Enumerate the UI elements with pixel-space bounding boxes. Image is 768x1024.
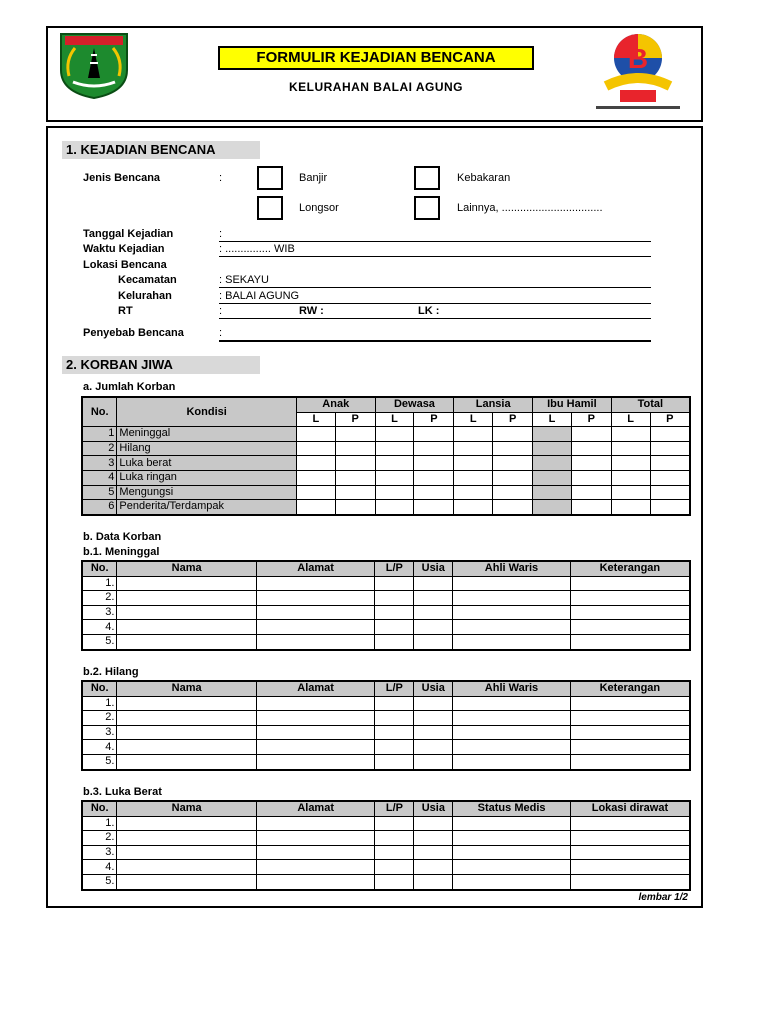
group-ibu-hamil: Ibu Hamil xyxy=(533,397,612,412)
group-total: Total xyxy=(611,397,690,412)
count-cell[interactable] xyxy=(533,456,572,471)
column-header: Status Medis xyxy=(453,801,571,816)
entry-cell[interactable] xyxy=(453,740,571,755)
entry-cell[interactable] xyxy=(117,605,256,620)
entry-cell[interactable] xyxy=(117,860,256,875)
count-cell[interactable] xyxy=(414,485,454,500)
column-header: Nama xyxy=(117,801,256,816)
column-header: Usia xyxy=(414,561,453,576)
count-cell[interactable] xyxy=(493,441,533,456)
row-number: 3. xyxy=(82,725,117,740)
entry-cell[interactable] xyxy=(570,831,690,846)
entry-cell[interactable] xyxy=(414,845,453,860)
data-korban-label: b. Data Korban xyxy=(83,531,162,543)
entry-cell[interactable] xyxy=(375,634,414,649)
rw-label: RW : xyxy=(299,305,324,317)
entry-cell[interactable] xyxy=(375,711,414,726)
entry-cell[interactable] xyxy=(570,620,690,635)
column-header: Nama xyxy=(117,561,256,576)
jenis-bencana-colon: : xyxy=(219,172,223,184)
column-header: L/P xyxy=(375,681,414,696)
subcol-p: P xyxy=(493,412,533,427)
entry-cell[interactable] xyxy=(256,634,375,649)
row-number: 2 xyxy=(82,441,117,456)
entry-cell[interactable] xyxy=(375,845,414,860)
entry-cell[interactable] xyxy=(570,845,690,860)
form-subtitle: KELURAHAN BALAI AGUNG xyxy=(288,80,464,94)
row-number: 2. xyxy=(82,831,117,846)
entry-cell[interactable] xyxy=(414,860,453,875)
entry-cell[interactable] xyxy=(256,605,375,620)
group-dewasa: Dewasa xyxy=(375,397,454,412)
section-2-heading: 2. KORBAN JIWA xyxy=(62,356,260,374)
entry-cell[interactable] xyxy=(375,754,414,769)
subcol-p: P xyxy=(335,412,375,427)
entry-cell[interactable] xyxy=(453,874,571,889)
page-indicator: lembar 1/2 xyxy=(638,892,688,903)
kecamatan-underline xyxy=(219,287,651,288)
row-number: 4. xyxy=(82,740,117,755)
entry-cell[interactable] xyxy=(570,725,690,740)
kecamatan-label: Kecamatan xyxy=(118,274,177,286)
subcol-p: P xyxy=(650,412,690,427)
table-row xyxy=(82,725,690,740)
entry-cell[interactable] xyxy=(414,576,453,591)
entry-cell[interactable] xyxy=(117,591,256,606)
count-cell[interactable] xyxy=(533,441,572,456)
meninggal-table xyxy=(81,560,691,651)
count-cell[interactable] xyxy=(650,470,690,485)
column-header: Lokasi dirawat xyxy=(570,801,690,816)
row-number: 1 xyxy=(82,427,117,442)
table-row xyxy=(82,500,690,515)
count-cell[interactable] xyxy=(454,470,493,485)
kelurahan-underline xyxy=(219,303,651,304)
entry-cell[interactable] xyxy=(375,591,414,606)
entry-cell[interactable] xyxy=(453,605,571,620)
count-cell[interactable] xyxy=(611,427,650,442)
count-cell[interactable] xyxy=(375,456,414,471)
entry-cell[interactable] xyxy=(570,740,690,755)
hilang-table xyxy=(81,680,691,771)
checkbox-longsor[interactable] xyxy=(257,196,283,220)
entry-cell[interactable] xyxy=(453,816,571,831)
lk-label: LK : xyxy=(418,305,440,317)
column-header: Alamat xyxy=(256,561,375,576)
table-row xyxy=(82,860,690,875)
column-header: Usia xyxy=(414,801,453,816)
entry-cell[interactable] xyxy=(570,874,690,889)
column-header: Keterangan xyxy=(570,561,690,576)
entry-cell[interactable] xyxy=(453,860,571,875)
row-kondisi: Penderita/Terdampak xyxy=(117,500,297,515)
subcol-l: L xyxy=(296,412,335,427)
entry-cell[interactable] xyxy=(117,845,256,860)
waktu-label: Waktu Kejadian xyxy=(83,243,165,255)
tanggal-underline xyxy=(219,241,651,242)
entry-cell[interactable] xyxy=(375,831,414,846)
count-cell[interactable] xyxy=(611,441,650,456)
entry-cell[interactable] xyxy=(117,725,256,740)
entry-cell[interactable] xyxy=(453,845,571,860)
option-lainnya-label: Lainnya, ................................. xyxy=(457,202,603,214)
entry-cell[interactable] xyxy=(375,860,414,875)
entry-cell[interactable] xyxy=(256,576,375,591)
table-row xyxy=(82,470,690,485)
table-row xyxy=(82,831,690,846)
entry-cell[interactable] xyxy=(453,591,571,606)
row-number: 4 xyxy=(82,470,117,485)
column-header: Usia xyxy=(414,681,453,696)
entry-cell[interactable] xyxy=(453,754,571,769)
table-row xyxy=(82,591,690,606)
group-anak: Anak xyxy=(296,397,375,412)
entry-cell[interactable] xyxy=(570,711,690,726)
count-cell[interactable] xyxy=(296,500,335,515)
table-row xyxy=(82,740,690,755)
count-cell[interactable] xyxy=(493,500,533,515)
entry-cell[interactable] xyxy=(414,874,453,889)
row-number: 2. xyxy=(82,591,117,606)
entry-cell[interactable] xyxy=(117,576,256,591)
count-cell[interactable] xyxy=(571,485,611,500)
table-row xyxy=(82,634,690,649)
entry-cell[interactable] xyxy=(375,620,414,635)
entry-cell[interactable] xyxy=(256,845,375,860)
count-cell[interactable] xyxy=(335,456,375,471)
lokasi-label: Lokasi Bencana xyxy=(83,259,167,271)
entry-cell[interactable] xyxy=(453,711,571,726)
column-header: Keterangan xyxy=(570,681,690,696)
row-number: 1. xyxy=(82,576,117,591)
entry-cell[interactable] xyxy=(117,754,256,769)
entry-cell[interactable] xyxy=(117,696,256,711)
count-cell[interactable] xyxy=(375,470,414,485)
entry-cell[interactable] xyxy=(453,634,571,649)
entry-cell[interactable] xyxy=(375,605,414,620)
waktu-field[interactable]: : ............... WIB xyxy=(219,243,295,255)
count-cell[interactable] xyxy=(493,485,533,500)
entry-cell[interactable] xyxy=(375,576,414,591)
subcol-l: L xyxy=(454,412,493,427)
kecamatan-field[interactable]: : SEKAYU xyxy=(219,274,269,286)
entry-cell[interactable] xyxy=(570,696,690,711)
entry-cell[interactable] xyxy=(570,754,690,769)
entry-cell[interactable] xyxy=(375,874,414,889)
entry-cell[interactable] xyxy=(256,591,375,606)
jumlah-korban-label: a. Jumlah Korban xyxy=(83,381,176,393)
row-number: 5. xyxy=(82,874,117,889)
entry-cell[interactable] xyxy=(414,816,453,831)
count-cell[interactable] xyxy=(296,441,335,456)
row-number: 3 xyxy=(82,456,117,471)
entry-cell[interactable] xyxy=(453,725,571,740)
jenis-bencana-label: Jenis Bencana xyxy=(83,172,161,184)
row-kondisi: Hilang xyxy=(117,441,297,456)
entry-cell[interactable] xyxy=(117,740,256,755)
penyebab-underline xyxy=(219,340,651,342)
count-cell[interactable] xyxy=(493,456,533,471)
count-cell[interactable] xyxy=(335,485,375,500)
entry-cell[interactable] xyxy=(256,740,375,755)
entry-cell[interactable] xyxy=(453,831,571,846)
rt-label: RT xyxy=(118,305,133,317)
count-cell[interactable] xyxy=(650,500,690,515)
entry-cell[interactable] xyxy=(375,816,414,831)
kelurahan-label: Kelurahan xyxy=(118,290,172,302)
row-kondisi: Luka ringan xyxy=(117,470,297,485)
table-row xyxy=(82,816,690,831)
count-cell[interactable] xyxy=(296,470,335,485)
count-cell[interactable] xyxy=(571,441,611,456)
count-cell[interactable] xyxy=(335,427,375,442)
entry-cell[interactable] xyxy=(117,831,256,846)
entry-cell[interactable] xyxy=(117,874,256,889)
count-cell[interactable] xyxy=(454,485,493,500)
entry-cell[interactable] xyxy=(570,591,690,606)
table-row xyxy=(82,845,690,860)
entry-cell[interactable] xyxy=(570,860,690,875)
entry-cell[interactable] xyxy=(256,874,375,889)
count-cell[interactable] xyxy=(414,500,454,515)
column-header: No. xyxy=(82,801,117,816)
checkbox-banjir[interactable] xyxy=(257,166,283,190)
tanggal-label: Tanggal Kejadian xyxy=(83,228,174,240)
rt-field[interactable]: : xyxy=(219,305,223,317)
column-header: Ahli Waris xyxy=(453,681,571,696)
row-number: 1. xyxy=(82,816,117,831)
entry-cell[interactable] xyxy=(117,634,256,649)
entry-cell[interactable] xyxy=(414,591,453,606)
count-cell[interactable] xyxy=(454,456,493,471)
table-row xyxy=(82,605,690,620)
count-cell[interactable] xyxy=(454,441,493,456)
count-cell[interactable] xyxy=(533,470,572,485)
section-1-heading: 1. KEJADIAN BENCANA xyxy=(62,141,260,159)
count-cell[interactable] xyxy=(533,427,572,442)
count-cell[interactable] xyxy=(335,441,375,456)
entry-cell[interactable] xyxy=(256,754,375,769)
row-number: 2. xyxy=(82,711,117,726)
count-cell[interactable] xyxy=(296,427,335,442)
row-kondisi: Meninggal xyxy=(117,427,297,442)
count-cell[interactable] xyxy=(414,456,454,471)
entry-cell[interactable] xyxy=(570,576,690,591)
rt-underline xyxy=(219,318,651,319)
count-cell[interactable] xyxy=(335,500,375,515)
penyebab-field[interactable]: : xyxy=(219,327,223,339)
waktu-underline xyxy=(219,256,651,257)
count-cell[interactable] xyxy=(650,427,690,442)
entry-cell[interactable] xyxy=(256,711,375,726)
entry-cell[interactable] xyxy=(375,740,414,755)
entry-cell[interactable] xyxy=(256,696,375,711)
subcol-p: P xyxy=(571,412,611,427)
count-cell[interactable] xyxy=(454,427,493,442)
row-number: 5 xyxy=(82,485,117,500)
entry-cell[interactable] xyxy=(414,696,453,711)
entry-cell[interactable] xyxy=(414,831,453,846)
count-cell[interactable] xyxy=(493,470,533,485)
table-row xyxy=(82,874,690,889)
count-cell[interactable] xyxy=(611,500,650,515)
entry-cell[interactable] xyxy=(570,605,690,620)
count-cell[interactable] xyxy=(611,470,650,485)
table-row xyxy=(82,427,690,442)
column-header: L/P xyxy=(375,561,414,576)
column-header: No. xyxy=(82,561,117,576)
table-row xyxy=(82,441,690,456)
row-number: 3. xyxy=(82,605,117,620)
luka-berat-table xyxy=(81,800,691,891)
count-cell[interactable] xyxy=(650,441,690,456)
checkbox-lainnya[interactable] xyxy=(414,196,440,220)
row-number: 6 xyxy=(82,500,117,515)
table-row xyxy=(82,696,690,711)
entry-cell[interactable] xyxy=(256,860,375,875)
column-header: Alamat xyxy=(256,801,375,816)
count-cell[interactable] xyxy=(375,427,414,442)
count-cell[interactable] xyxy=(611,456,650,471)
entry-cell[interactable] xyxy=(256,816,375,831)
row-number: 5. xyxy=(82,754,117,769)
count-cell[interactable] xyxy=(571,427,611,442)
count-cell[interactable] xyxy=(611,485,650,500)
row-kondisi: Luka berat xyxy=(117,456,297,471)
subcol-l: L xyxy=(375,412,414,427)
table-row xyxy=(82,456,690,471)
entry-cell[interactable] xyxy=(414,711,453,726)
count-cell[interactable] xyxy=(296,456,335,471)
col-kondisi: Kondisi xyxy=(117,397,297,427)
count-cell[interactable] xyxy=(650,456,690,471)
group-lansia: Lansia xyxy=(454,397,533,412)
entry-cell[interactable] xyxy=(570,816,690,831)
count-cell[interactable] xyxy=(571,470,611,485)
col-no: No. xyxy=(82,397,117,427)
entry-cell[interactable] xyxy=(117,711,256,726)
count-cell[interactable] xyxy=(454,500,493,515)
column-header: Ahli Waris xyxy=(453,561,571,576)
row-number: 1. xyxy=(82,696,117,711)
row-number: 4. xyxy=(82,860,117,875)
column-header: Nama xyxy=(117,681,256,696)
row-number: 5. xyxy=(82,634,117,649)
table-row xyxy=(82,754,690,769)
entry-cell[interactable] xyxy=(117,620,256,635)
row-number: 3. xyxy=(82,845,117,860)
count-cell[interactable] xyxy=(533,500,572,515)
subcol-l: L xyxy=(611,412,650,427)
column-header: L/P xyxy=(375,801,414,816)
entry-cell[interactable] xyxy=(375,725,414,740)
count-cell[interactable] xyxy=(296,485,335,500)
meninggal-label: b.1. Meninggal xyxy=(83,546,160,558)
entry-cell[interactable] xyxy=(256,725,375,740)
column-header: Alamat xyxy=(256,681,375,696)
entry-cell[interactable] xyxy=(453,576,571,591)
subcol-p: P xyxy=(414,412,454,427)
kelurahan-field[interactable]: : BALAI AGUNG xyxy=(219,290,300,302)
row-kondisi: Mengungsi xyxy=(117,485,297,500)
svg-text:B: B xyxy=(627,43,649,74)
kabupaten-logo xyxy=(55,30,133,100)
entry-cell[interactable] xyxy=(570,634,690,649)
option-banjir-label: Banjir xyxy=(299,172,328,184)
luka-berat-label: b.3. Luka Berat xyxy=(83,786,162,798)
form-title: FORMULIR KEJADIAN BENCANA xyxy=(218,46,534,70)
subcol-l: L xyxy=(533,412,572,427)
hilang-label: b.2. Hilang xyxy=(83,666,139,678)
entry-cell[interactable] xyxy=(375,696,414,711)
entry-cell[interactable] xyxy=(453,696,571,711)
balai-agung-logo xyxy=(586,28,690,118)
entry-cell[interactable] xyxy=(414,634,453,649)
count-cell[interactable] xyxy=(533,485,572,500)
table-row xyxy=(82,620,690,635)
column-header: No. xyxy=(82,681,117,696)
count-cell[interactable] xyxy=(571,500,611,515)
count-cell[interactable] xyxy=(493,427,533,442)
count-cell[interactable] xyxy=(375,441,414,456)
count-cell[interactable] xyxy=(414,441,454,456)
option-kebakaran-label: Kebakaran xyxy=(457,172,511,184)
tanggal-field[interactable]: : xyxy=(219,228,223,240)
entry-cell[interactable] xyxy=(414,740,453,755)
table-row xyxy=(82,485,690,500)
entry-cell[interactable] xyxy=(414,725,453,740)
option-longsor-label: Longsor xyxy=(299,202,339,214)
count-cell[interactable] xyxy=(375,485,414,500)
entry-cell[interactable] xyxy=(256,831,375,846)
jumlah-korban-table xyxy=(81,396,691,516)
count-cell[interactable] xyxy=(414,470,454,485)
entry-cell[interactable] xyxy=(414,620,453,635)
entry-cell[interactable] xyxy=(453,620,571,635)
entry-cell[interactable] xyxy=(414,605,453,620)
count-cell[interactable] xyxy=(650,485,690,500)
count-cell[interactable] xyxy=(335,470,375,485)
entry-cell[interactable] xyxy=(414,754,453,769)
count-cell[interactable] xyxy=(571,456,611,471)
penyebab-label: Penyebab Bencana xyxy=(83,327,184,339)
table-row xyxy=(82,711,690,726)
entry-cell[interactable] xyxy=(256,620,375,635)
table-row xyxy=(82,576,690,591)
checkbox-kebakaran[interactable] xyxy=(414,166,440,190)
count-cell[interactable] xyxy=(375,500,414,515)
row-number: 4. xyxy=(82,620,117,635)
count-cell[interactable] xyxy=(414,427,454,442)
entry-cell[interactable] xyxy=(117,816,256,831)
